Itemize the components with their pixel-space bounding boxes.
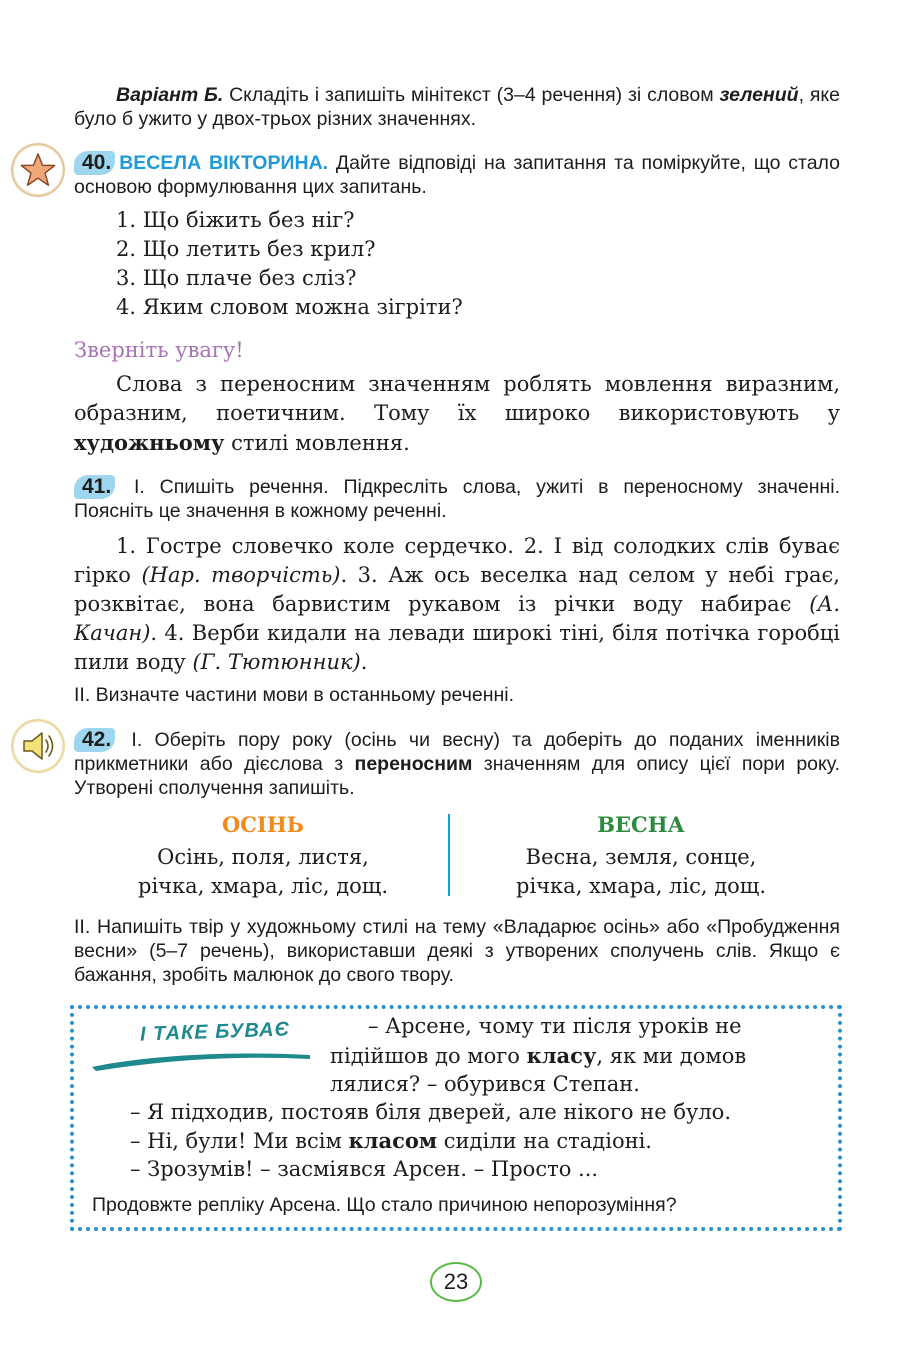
autumn-line: річка, хмара, ліс, дощ. bbox=[138, 874, 388, 898]
variant-b-paragraph: Варіант Б. Складіть і запишіть мінітекст (3–4 речення) зі словом зелений, яке було б ужито у двох-трьох різних значеннях. bbox=[74, 84, 840, 130]
list-item: 2. Що летить без крил? bbox=[116, 237, 376, 261]
dialogue-line: – Я підходив, постояв біля дверей, але нікого не було. bbox=[130, 1100, 731, 1124]
list-item: 3. Що плаче без сліз? bbox=[116, 266, 357, 290]
exercise-42-task: 42. І. Оберіть пору року (осінь чи весну) та доберіть до поданих іменників прикметники або дієслова з переносним значенням для опису цієї пори року. Утворені сполучення запишіть. bbox=[74, 728, 840, 799]
speaker-icon bbox=[11, 719, 65, 773]
dialogue-line: підійшов до мого класу, як ми домов bbox=[330, 1043, 747, 1068]
exercise-number-badge: 41. bbox=[74, 475, 115, 499]
exercise-41-task: 41. І. Спишіть речення. Підкресліть слова, ужиті в переносному значенні. Поясніть це значення в кожному реченні. bbox=[74, 475, 840, 522]
spring-line: річка, хмара, ліс, дощ. bbox=[516, 874, 766, 898]
exercise-40-task: 40. ВЕСЕЛА ВІКТОРИНА. Дайте відповіді на запитання та поміркуйте, що стало основою формулювання цих запитань. bbox=[74, 151, 840, 198]
list-item: 4. Яким словом можна зігріти? bbox=[116, 295, 463, 319]
exercise-42-task-2: ІІ. Напишіть твір у художньому стилі на тему «Владарює осінь» або «Пробудження весни» (5–7 речень), використавши деякі з утворених сполучень слів. Якщо є бажання, зробіть малюнок до свого твору. bbox=[74, 916, 840, 986]
exercise-number-badge: 40. bbox=[74, 151, 115, 175]
page-number: 23 bbox=[430, 1262, 482, 1302]
exercise-41-task-2: ІІ. Визначте частини мови в останньому реченні. bbox=[74, 684, 515, 706]
column-divider bbox=[448, 814, 450, 896]
star-icon bbox=[11, 143, 65, 197]
autumn-line: Осінь, поля, листя, bbox=[157, 845, 369, 869]
quiz-questions bbox=[116, 206, 463, 322]
dialogue-line: – Зрозумів! – засміявся Арсен. – Просто ... bbox=[130, 1157, 599, 1181]
attention-paragraph: Слова з переносним значенням роблять мовлення виразним, образним, поетичним. Тому їх широко використовують у художньому стилі мовлення. bbox=[74, 372, 840, 455]
exercise-40-title: ВЕСЕЛА ВІКТОРИНА. bbox=[119, 152, 329, 174]
dialogue-line: – Арсене, чому ти після уроків не bbox=[368, 1014, 742, 1038]
attention-heading: Зверніть увагу! bbox=[74, 338, 244, 362]
spring-column bbox=[476, 810, 806, 901]
list-item: 1. Що біжить без ніг? bbox=[116, 208, 355, 232]
box-label: І ТАКЕ БУВАЄ bbox=[139, 1018, 291, 1046]
spring-line: Весна, земля, сонце, bbox=[525, 845, 757, 869]
exercise-41-sentences: 1. Гостре словечко коле сердечко. 2. І від солодких слів буває гірко (Нар. творчість). 3. Аж ось веселка над селом у небі грає, розквітає, вона барвистим рукавом із річки воду набирає (А. Качан). 4. Верби кидали на левади широкі тіні, біля потічка горобці пили воду (Г. Тютюнник). bbox=[74, 534, 840, 674]
exercise-number-badge: 42. bbox=[74, 728, 115, 752]
autumn-column bbox=[100, 810, 426, 901]
dialogue-line: – Ні, були! Ми всім класом сиділи на стадіоні. bbox=[130, 1128, 652, 1153]
box-task: Продовжте репліку Арсена. Що стало причиною непорозуміння? bbox=[92, 1194, 677, 1216]
i-take-buvaye-label bbox=[90, 1019, 314, 1075]
dialogue-line: лялися? – обурився Степан. bbox=[330, 1072, 640, 1096]
autumn-heading: ОСІНЬ bbox=[221, 812, 304, 837]
spring-heading: ВЕСНА bbox=[597, 812, 685, 837]
variant-label: Варіант Б. bbox=[116, 84, 224, 106]
brush-stroke bbox=[90, 1045, 314, 1075]
